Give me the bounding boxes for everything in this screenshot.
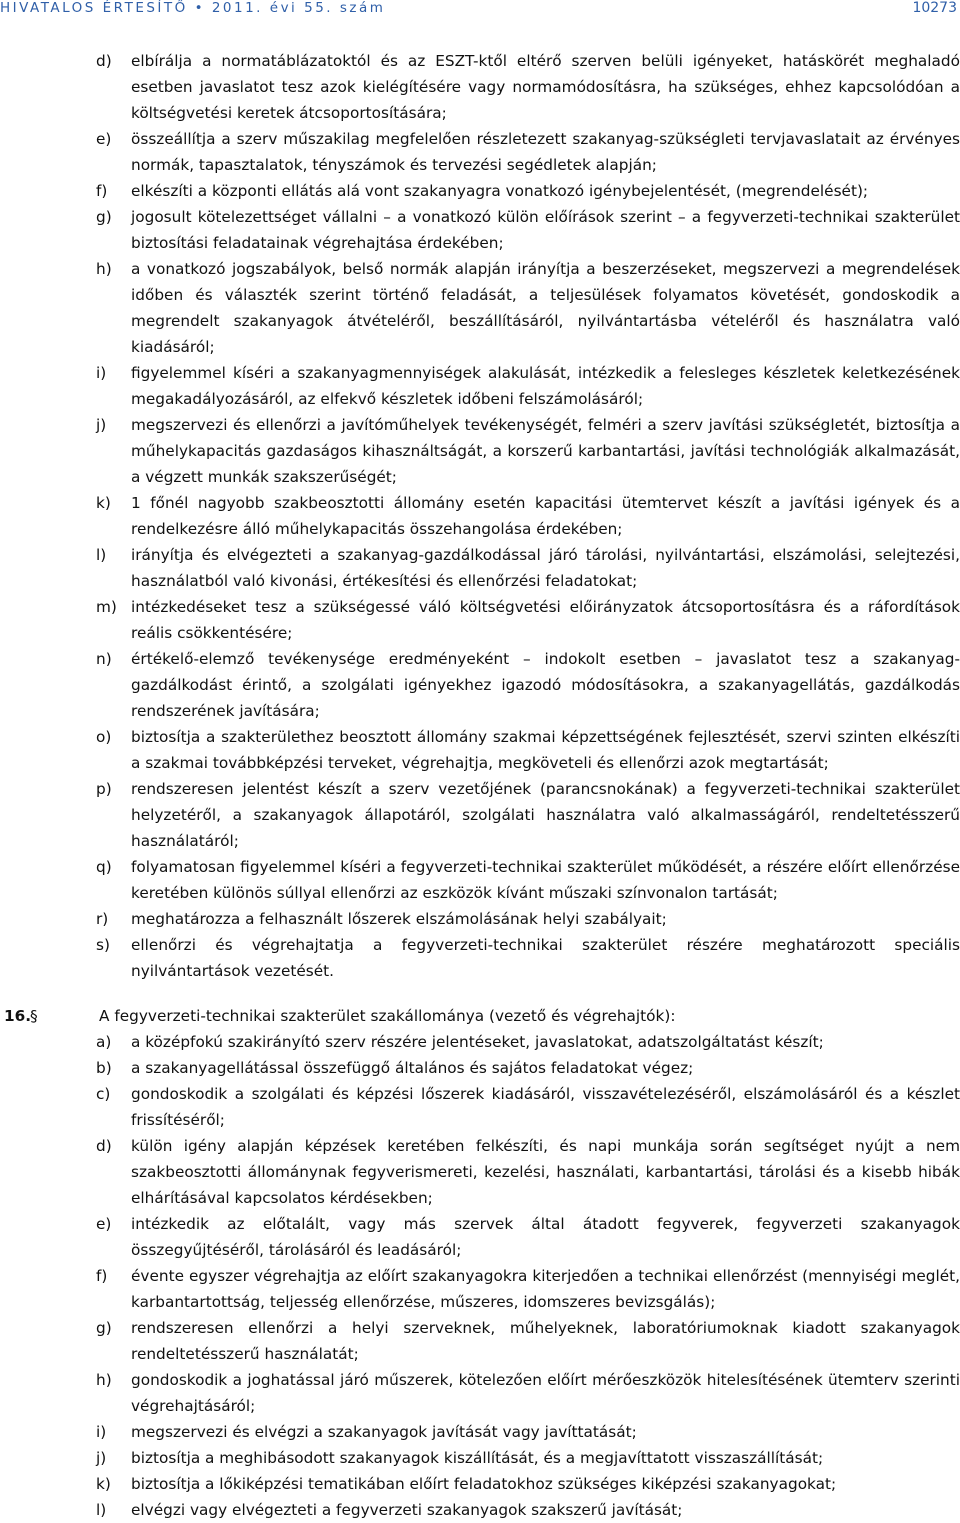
list-item [0, 204, 960, 256]
list-item-letter: d) [96, 52, 112, 70]
list-item-text: a vonatkozó jogszabályok, belső normák alapján irányítja a beszerzéseket, megszervezi a megrendelések időben és választék szerint történő feladását, a teljesülések folyamatos követését, gondoskodik a megrendelt szakanyagok átvételéről, beszállításáról, nyilvántartásba vételéről és használatra való kiadásáról; [131, 260, 960, 356]
section-intro: A fegyverzeti-technikai szakterület szakállománya (vezető és végrehajtók): [99, 1007, 676, 1025]
list-item-text: biztosítja a szakterülethez beosztott állomány szakmai képzettségének fejlesztését, szervi szinten elkészíti a szakmai továbbképzési terveket, végrehajtja, megköveteli és ellenőrzi azok megtartását; [131, 728, 960, 772]
document-body [0, 48, 960, 1523]
list-item-letter: o) [96, 728, 112, 746]
list-item [0, 724, 960, 776]
list-item [0, 126, 960, 178]
list-item-text: megszervezi és elvégzi a szakanyagok javítását vagy javíttatását; [131, 1423, 637, 1441]
list-item-text: meghatározza a felhasznált lőszerek elszámolásának helyi szabályait; [131, 910, 667, 928]
list-item-text: megszervezi és ellenőrzi a javítóműhelyek tevékenységét, felméri a szerv javítási szükségletét, biztosítja a műhelykapacitás gazdaságos kihasználtságát, a korszerű karbantartási, javítási technológiák alkalmazását, a végzett munkák szakszerűségét; [131, 416, 960, 486]
list-item [0, 1419, 960, 1445]
list-item-letter: m) [96, 598, 117, 616]
list-item-letter: a) [96, 1033, 112, 1051]
list-item-letter: j) [96, 416, 107, 434]
list-item [0, 1367, 960, 1419]
list-item-letter: r) [96, 910, 109, 928]
list-item-text: a szakanyagellátással összefüggő általános és sajátos feladatokat végez; [131, 1059, 694, 1077]
list-item-letter: d) [96, 1137, 112, 1155]
list-item-text: értékelő-elemző tevékenysége eredményeként – indokolt esetben – javaslatot tesz a szakanyag-gazdálkodást érintő, a szolgálati igényekhez igazodó módosításokra, a szakanyagellátás, gazdálkodás rendszerének javítására; [131, 650, 960, 720]
list-item [0, 776, 960, 854]
list-item-letter: k) [96, 1475, 111, 1493]
list-item-letter: c) [96, 1085, 111, 1103]
page-header [0, 0, 960, 20]
list-item-letter: h) [96, 1371, 112, 1389]
list-item-text: gondoskodik a joghatással járó műszerek, kötelezően előírt mérőeszközök hitelesítésének ütemterv szerinti végrehajtásáról; [131, 1371, 960, 1415]
list-item-text: figyelemmel kíséri a szakanyagmennyiségek alakulását, intézkedik a felesleges készletek keletkezésének megakadályozásáról, az elfekvő készletek időbeni felszámolásáról; [131, 364, 960, 408]
responsibilities-list [0, 48, 960, 984]
list-item-letter: g) [96, 208, 112, 226]
list-item-text: biztosítja a lőkiképzési tematikában előírt feladatokhoz szükséges kiképzési szakanyagokat; [131, 1475, 837, 1493]
list-item-text: biztosítja a meghibásodott szakanyagok kiszállítását, és a megjavíttatott visszaszállítását; [131, 1449, 824, 1467]
list-item-text: elbírálja a normatáblázatoktól és az ESZT-ktől eltérő szerven belüli igényeket, hatáskörét meghaladó esetben javaslatot tesz azok kielégítésére vagy normamódosításra, ha szükséges, ehhez kapcsolódóan a költségvetési keretek átcsoportosítására; [131, 52, 960, 122]
paragraph-sign: § [30, 1007, 38, 1025]
list-item [0, 1445, 960, 1471]
list-item [0, 1055, 960, 1081]
list-item-text: folyamatosan figyelemmel kíséri a fegyverzeti-technikai szakterület működését, a részére előírt ellenőrzése keretében különös súllyal ellenőrzi az eszközök kívánt műszaki színvonalon tartását; [131, 858, 960, 902]
list-item-letter: j) [96, 1449, 107, 1467]
list-item-text: intézkedik az előtalált, vagy más szervek által átadott fegyverek, fegyverzeti szakanyagok összegyűjtéséről, tárolásáról és leadásáról; [131, 1215, 960, 1259]
list-item-text: elvégzi vagy elvégezteti a fegyverzeti szakanyagok szakszerű javítását; [131, 1501, 683, 1519]
list-item-letter: h) [96, 260, 112, 278]
list-item-text: rendszeresen ellenőrzi a helyi szerveknek, műhelyeknek, laboratóriumoknak kiadott szakanyagok rendeltetésszerű használatát; [131, 1319, 960, 1363]
section-number: 16. [4, 1007, 32, 1025]
list-item [0, 1315, 960, 1367]
list-item [0, 178, 960, 204]
list-item [0, 542, 960, 594]
list-item [0, 256, 960, 360]
list-item-text: jogosult kötelezettséget vállalni – a vonatkozó külön előírások szerint – a fegyverzeti-technikai szakterület biztosítási feladatainak végrehajtása érdekében; [131, 208, 960, 252]
journal-title: HIVATALOS ÉRTESÍTŐ • 2011. évi 55. szám [0, 0, 386, 16]
list-item-letter: l) [96, 1501, 107, 1519]
list-item [0, 48, 960, 126]
list-item-letter: q) [96, 858, 112, 876]
list-item-text: gondoskodik a szolgálati és képzési lőszerek kiadásáról, visszavételezéséről, elszámolásáról és a készlet frissítéséről; [131, 1085, 960, 1129]
list-item-letter: p) [96, 780, 112, 798]
list-item [0, 490, 960, 542]
list-item [0, 646, 960, 724]
list-item-text: rendszeresen jelentést készít a szerv vezetőjének (parancsnokának) a fegyverzeti-technikai szakterület helyzetéről, a szakanyagok állapotáról, szolgálati használatra való alkalmasságáról, rendeltetésszerű használatáról; [131, 780, 960, 850]
list-item [0, 1081, 960, 1133]
list-item-text: külön igény alapján képzések keretében felkészíti, és napi munkája során segítséget nyújt a nem szakbeosztotti állománynak fegyverismereti, kezelési, használati, karbantartási, tárolási és a kisebb hibák elhárításával kapcsolatos kérdésekben; [131, 1137, 960, 1207]
section-16-list [96, 1029, 960, 1523]
list-item [0, 360, 960, 412]
list-item-text: 1 főnél nagyobb szakbeosztotti állomány esetén kapacitási ütemtervet készít a javítási igények és a rendelkezésre álló műhelykapacitás összehangolása érdekében; [131, 494, 960, 538]
list-item [0, 1211, 960, 1263]
list-item [0, 594, 960, 646]
list-item-letter: s) [96, 936, 110, 954]
list-item-letter: e) [96, 130, 112, 148]
list-item-letter: i) [96, 1423, 107, 1441]
list-item-text: összeállítja a szerv műszakilag megfelelően részletezett szakanyag-szükségleti tervjavaslatait az érvényes normák, tapasztalatok, tényszámok és tervezési segédletek alapján; [131, 130, 960, 174]
list-item-text: a középfokú szakirányító szerv részére jelentéseket, javaslatokat, adatszolgáltatást készít; [131, 1033, 824, 1051]
list-item-letter: g) [96, 1319, 112, 1337]
list-item-text: évente egyszer végrehajtja az előírt szakanyagokra kiterjedően a technikai ellenőrzést (mennyiségi meglét, karbantartottság, teljesség ellenőrzése, műszeres, idomszeres bevizsgálás); [131, 1267, 960, 1311]
section-16 [0, 1003, 960, 1523]
page-number: 10273 [912, 0, 957, 16]
list-item-letter: b) [96, 1059, 112, 1077]
list-item-letter: l) [96, 546, 107, 564]
list-item-letter: f) [96, 1267, 108, 1285]
list-item [0, 854, 960, 906]
list-item [0, 412, 960, 490]
list-item-letter: k) [96, 494, 111, 512]
list-item-text: intézkedéseket tesz a szükségessé váló költségvetési előirányzatok átcsoportosításra és a ráfordítások reális csökkentésére; [131, 598, 960, 642]
list-item [0, 1029, 960, 1055]
list-item-letter: f) [96, 182, 108, 200]
list-item-text: irányítja és elvégezteti a szakanyag-gazdálkodással járó tárolási, nyilvántartási, elszámolási, selejtezési, használatból való kivonási, értékesítési és ellenőrzési feladatokat; [131, 546, 960, 590]
list-item-text: elkészíti a központi ellátás alá vont szakanyagra vonatkozó igénybejelentését, (megrendelését); [131, 182, 869, 200]
list-item-letter: n) [96, 650, 112, 668]
list-item [0, 1263, 960, 1315]
list-item-text: ellenőrzi és végrehajtatja a fegyverzeti-technikai szakterület részére meghatározott speciális nyilvántartások vezetését. [131, 936, 960, 980]
list-item [0, 1497, 960, 1523]
list-item [0, 906, 960, 932]
list-item-letter: e) [96, 1215, 112, 1233]
list-item [0, 1471, 960, 1497]
list-item [0, 932, 960, 984]
list-item [0, 1133, 960, 1211]
list-item-letter: i) [96, 364, 107, 382]
